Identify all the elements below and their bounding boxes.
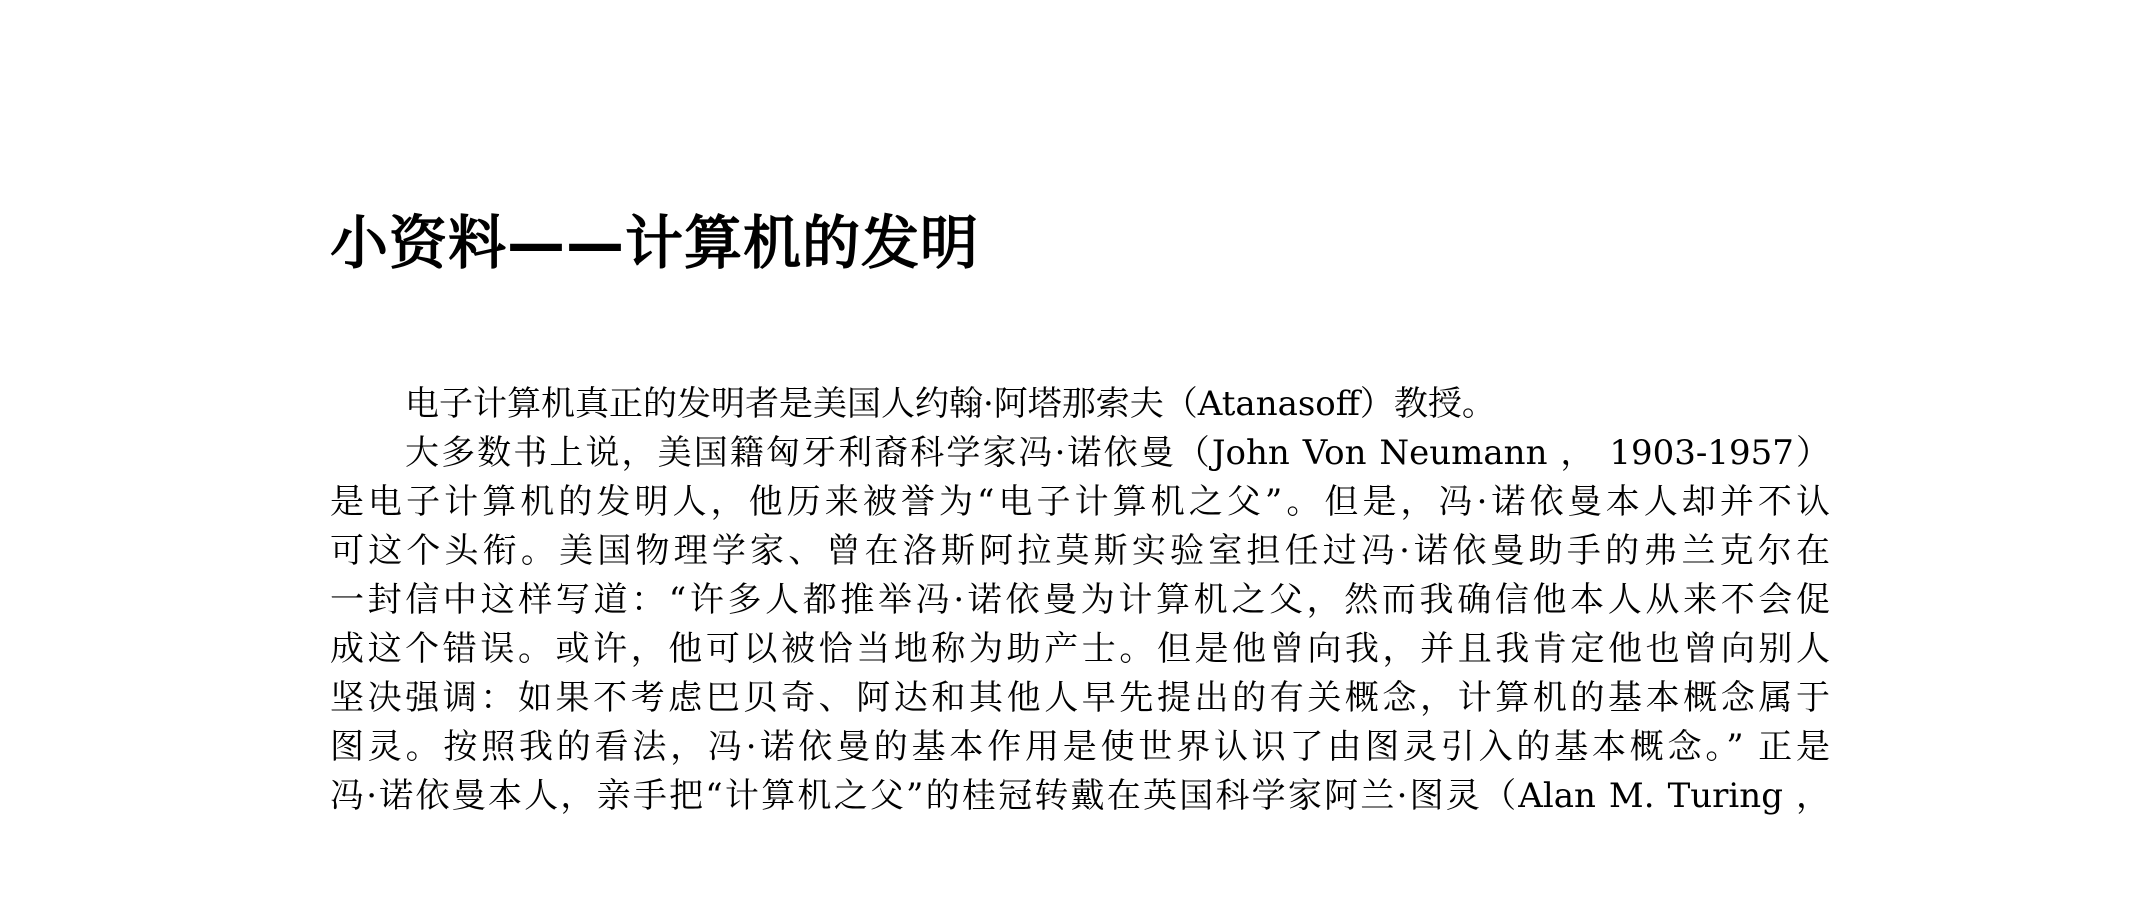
paragraph-2-line-8: 冯·诺依曼本人，亲手把“计算机之父”的桂冠转戴在英国科学家阿兰·图灵（Alan M. Turing ， <box>330 776 1830 816</box>
paragraph-2-line-5: 成这个错误。或许，他可以被恰当地称为助产士。但是他曾向我，并且我肯定他也曾向别人 <box>330 629 1830 669</box>
document-body <box>330 380 1830 821</box>
paragraph-2-line-1: 大多数书上说，美国籍匈牙利裔科学家冯·诺依曼（John Von Neumann ， 1903-1957） <box>405 433 1830 473</box>
paragraph-2-line-7: 图灵。按照我的看法，冯·诺依曼的基本作用是使世界认识了由图灵引入的基本概念。” 正是 <box>330 727 1830 767</box>
paragraph-2-line-2: 是电子计算机的发明人，他历来被誉为“电子计算机之父”。但是，冯·诺依曼本人却并不认 <box>330 482 1830 522</box>
paragraph-2-line-6: 坚决强调：如果不考虑巴贝奇、阿达和其他人早先提出的有关概念，计算机的基本概念属于 <box>330 678 1830 718</box>
paragraph-1-line-1: 电子计算机真正的发明者是美国人约翰·阿塔那索夫（Atanasoff）教授。 <box>405 384 1496 424</box>
document-title: 小资料——计算机的发明 <box>330 209 980 277</box>
paragraph-2-line-3: 可这个头衔。美国物理学家、曾在洛斯阿拉莫斯实验室担任过冯·诺依曼助手的弗兰克尔在 <box>330 531 1830 571</box>
paragraph-2-line-4: 一封信中这样写道：“许多人都推举冯·诺依曼为计算机之父，然而我确信他本人从来不会促 <box>330 580 1830 620</box>
